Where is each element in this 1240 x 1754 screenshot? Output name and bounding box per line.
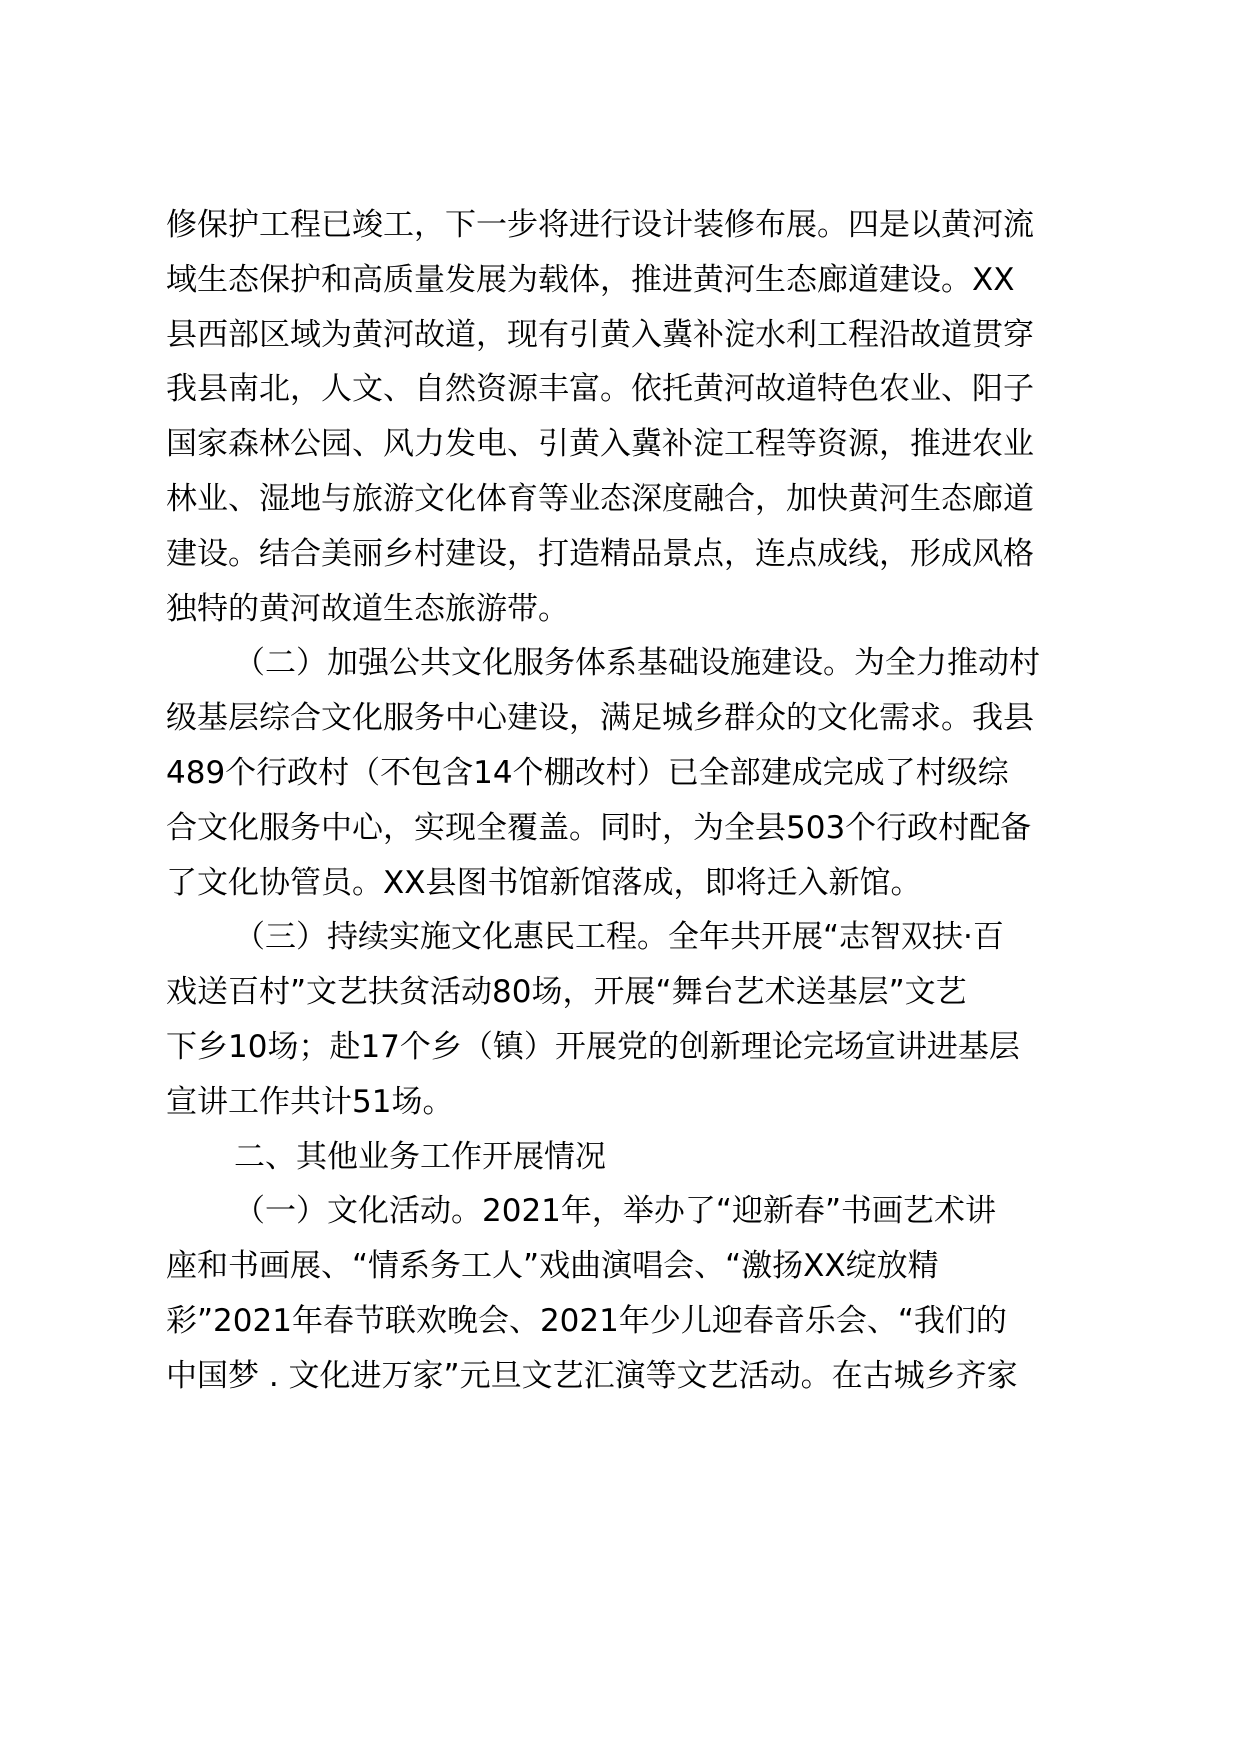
text-line: 级基层综合文化服务中心建设，满足城乡群众的文化需求。我县 [166,700,1034,736]
paragraph-heading: （一）文化活动。2021年，举办了“迎新春”书画艺术讲 [234,1193,997,1229]
section-heading: 二、其他业务工作开展情况 [234,1139,606,1175]
text-line: 林业、湿地与旅游文化体育等业态深度融合，加快黄河生态廊道 [166,481,1034,517]
text-line: 我县南北，人文、自然资源丰富。依托黄河故道特色农业、阳子 [166,371,1034,407]
paragraph-heading: （二）加强公共文化服务体系基础设施建设。为全力推动村 [234,645,1040,681]
text-line: 中国梦 . 文化进万家”元旦文艺汇演等文艺活动。在古城乡齐家 [166,1358,1018,1394]
text-line: 489个行政村（不包含14个棚改村）已全部建成完成了村级综 [166,755,1009,791]
text-line: 宣讲工作共计51场。 [166,1084,454,1120]
text-line: 下乡10场；赴17个乡（镇）开展党的创新理论完场宣讲进基层 [166,1029,1020,1065]
text-line: 建设。结合美丽乡村建设，打造精品景点，连点成线，形成风格 [166,536,1034,572]
text-line: 修保护工程已竣工，下一步将进行设计装修布展。四是以黄河流 [166,207,1034,243]
text-line: 了文化协管员。XX县图书馆新馆落成，即将迁入新馆。 [166,865,922,901]
text-line: 座和书画展、“情系务工人”戏曲演唱会、“激扬XX绽放精 [166,1248,939,1284]
text-line: 彩”2021年春节联欢晚会、2021年少儿迎春音乐会、“我们的 [166,1303,1007,1339]
text-line: 戏送百村”文艺扶贫活动80场，开展“舞台艺术送基层”文艺 [166,974,967,1010]
text-line: 独特的黄河故道生态旅游带。 [166,591,569,627]
text-line: 国家森林公园、风力发电、引黄入冀补淀工程等资源，推进农业 [166,426,1034,462]
text-line: 域生态保护和高质量发展为载体，推进黄河生态廊道建设。XX [166,262,1015,298]
text-line: 合文化服务中心，实现全覆盖。同时，为全县503个行政村配备 [166,810,1032,846]
text-line: 县西部区域为黄河故道，现有引黄入冀补淀水利工程沿故道贯穿 [166,317,1034,353]
paragraph-heading: （三）持续实施文化惠民工程。全年共开展“志智双扶·百 [234,919,1004,955]
